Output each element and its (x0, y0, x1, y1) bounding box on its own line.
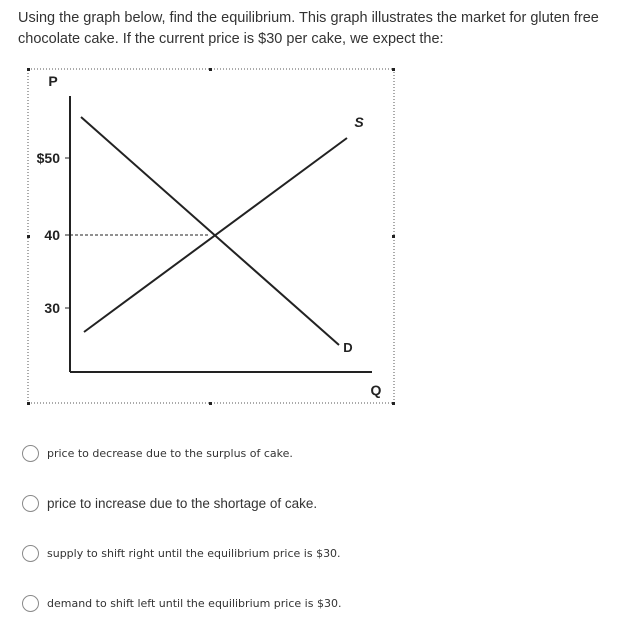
frame-handle-top-middle[interactable] (209, 68, 212, 71)
radio-button[interactable] (22, 495, 39, 512)
frame-handle-bottom-left[interactable] (27, 402, 30, 405)
y-tick-label-50: $50 (36, 150, 60, 166)
market-graph-svg (27, 68, 397, 406)
radio-button[interactable] (22, 445, 39, 462)
frame-handle-top-left[interactable] (27, 68, 30, 71)
frame-handle-bottom-right[interactable] (392, 402, 395, 405)
x-axis-label: Q (370, 382, 382, 398)
option-label: demand to shift left until the equilibrium price is $30. (47, 597, 342, 610)
demand-curve (81, 117, 339, 345)
frame-handle-bottom-middle[interactable] (209, 402, 212, 405)
supply-curve-label: S (354, 114, 364, 130)
radio-button[interactable] (22, 545, 39, 562)
frame-handle-top-right[interactable] (392, 68, 395, 71)
y-tick-label-40: 40 (44, 227, 60, 243)
option-label: price to increase due to the shortage of cake. (47, 496, 318, 511)
demand-curve-label: D (343, 340, 353, 355)
question-text: Using the graph below, find the equilibrium. This graph illustrates the market for gluten free chocolate cake. If the current price is $30 per cake, we expect the: (18, 10, 599, 47)
y-axis-label: P (48, 73, 58, 89)
option-price-increase[interactable] (22, 495, 317, 512)
option-label: supply to shift right until the equilibrium price is $30. (47, 547, 341, 560)
frame-handle-middle-left[interactable] (27, 235, 30, 238)
market-graph (27, 68, 397, 406)
frame-handle-middle-right[interactable] (392, 235, 395, 238)
y-tick-label-30: 30 (44, 300, 60, 316)
radio-button[interactable] (22, 595, 39, 612)
option-price-decrease[interactable] (22, 445, 293, 462)
option-demand-shift-left[interactable] (22, 595, 341, 612)
option-label: price to decrease due to the surplus of cake. (47, 447, 293, 460)
option-supply-shift-right[interactable] (22, 545, 341, 562)
